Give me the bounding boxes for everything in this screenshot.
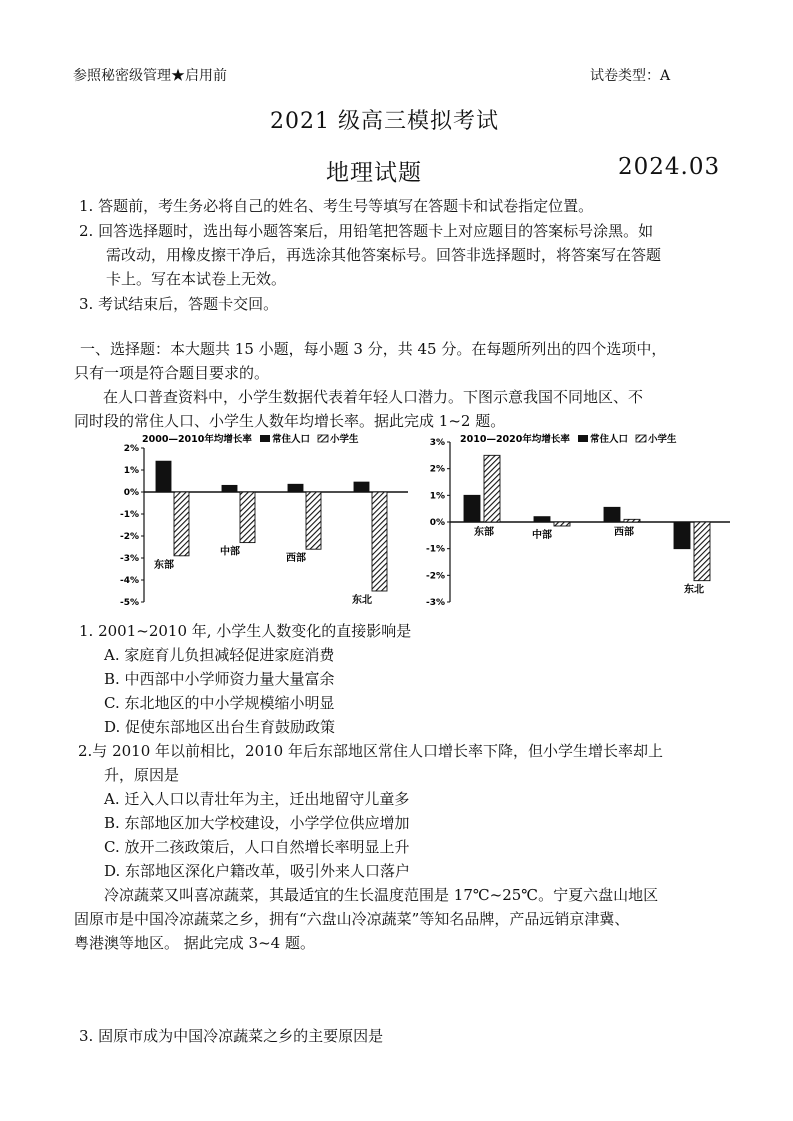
- chart-2-bar-population: [604, 507, 620, 522]
- chart-1-bar-population: [354, 482, 369, 492]
- chart-1-ytick-label: 1%: [123, 466, 139, 476]
- q2-option-c: C. 放开二孩政策后，人口自然增长率明显上升: [104, 838, 410, 856]
- chart-2010-2020: [420, 428, 732, 610]
- chart-1-category-label: 西部: [286, 553, 306, 565]
- chart-2-bar-pupils: [554, 522, 570, 526]
- chart-1-category-label: 中部: [220, 546, 240, 558]
- chart-1-category-label: 东部: [154, 559, 174, 571]
- chart-2-legend-swatch-2: [636, 435, 646, 442]
- instruction-3: 3. 考试结束后，答题卡交回。: [79, 295, 279, 313]
- chart-2-legend-2: 小学生: [648, 434, 677, 445]
- chart-2-bar-population: [464, 495, 480, 522]
- chart-2-plot: [426, 438, 730, 608]
- q2-option-a: A. 迁入人口以青壮年为主，迁出地留守儿童多: [104, 790, 410, 808]
- chart-2-bar-population: [674, 522, 690, 549]
- q3-stem: 3. 固原市成为中国冷凉蔬菜之乡的主要原因是: [79, 1027, 384, 1045]
- chart-1-ytick-label: -3%: [119, 554, 139, 564]
- chart-2-category-label: 西部: [614, 527, 634, 538]
- instruction-2-cont: 需改动，用橡皮擦干净后，再选涂其他答案标号。回答非选择题时，将答案写在答题: [106, 246, 662, 264]
- confidentiality-label: 参照秘密级管理★启用前: [73, 68, 227, 84]
- chart-1-bar-population: [222, 485, 237, 492]
- chart-2-ytick-label: -2%: [425, 571, 445, 582]
- chart-1-ytick-label: -5%: [119, 598, 139, 608]
- chart-1-legend-2: 小学生: [330, 434, 359, 445]
- passage-2-line-1: 冷凉蔬菜又叫喜凉蔬菜，其最适宜的生长温度范围是 17℃~25℃。宁夏六盘山地区: [104, 886, 659, 904]
- chart-1-bar-pupils: [174, 492, 189, 556]
- chart-2-title: 2010—2020年均增长率: [460, 434, 570, 445]
- chart-2-legend-1: 常住人口: [590, 434, 629, 445]
- chart-2-bar-pupils: [694, 522, 710, 581]
- chart-1-legend-1: 常住人口: [272, 434, 311, 445]
- q2-option-d: D. 东部地区深化户籍改革，吸引外来人口落户: [104, 862, 411, 880]
- q2-stem: 2.与 2010 年以前相比，2010 年后东部地区常住人口增长率下降，但小学生增长率却上: [78, 742, 663, 760]
- chart-1-bar-pupils: [372, 492, 387, 591]
- chart-1-legend-swatch-2: [318, 435, 328, 442]
- chart-1-ytick-label: -4%: [119, 576, 139, 586]
- exam-title: 2021 级高三模拟考试: [270, 109, 499, 134]
- instruction-2-cont2: 卡上。写在本试卷上无效。: [106, 270, 287, 288]
- exam-date: 2024.03: [618, 154, 721, 180]
- passage-1-line-1: 在人口普查资料中，小学生数据代表着年轻人口潜力。下图示意我国不同地区、不: [103, 388, 644, 406]
- chart-2000-2010: [108, 428, 418, 610]
- passage-1-line-2: 同时段的常住人口、小学生人数年均增长率。据此完成 1~2 题。: [74, 412, 506, 430]
- chart-2-category-label: 东北: [684, 584, 704, 596]
- chart-2-ytick-label: -3%: [425, 598, 445, 608]
- q1-option-c: C. 东北地区的中小学规模缩小明显: [104, 694, 335, 712]
- section-heading-cont: 只有一项是符合题目要求的。: [74, 364, 270, 382]
- chart-1-bar-population: [156, 461, 171, 492]
- subject-title: 地理试题: [326, 160, 422, 186]
- instruction-2: 2. 回答选择题时，选出每小题答案后，用铅笔把答题卡上对应题目的答案标号涂黑。如: [79, 222, 654, 240]
- q1-option-b: B. 中西部中小学师资力量大量富余: [104, 670, 335, 688]
- q1-option-d: D. 促使东部地区出台生育鼓励政策: [104, 718, 336, 736]
- chart-1-bar-pupils: [240, 492, 255, 543]
- chart-2-category-label: 东部: [474, 527, 494, 538]
- chart-2-legend-swatch-1: [578, 435, 588, 442]
- chart-1-ytick-label: -1%: [119, 510, 139, 520]
- q2-option-b: B. 东部地区加大学校建设，小学学位供应增加: [104, 814, 410, 832]
- chart-2-bar-population: [534, 517, 550, 522]
- instruction-1: 1. 答题前，考生务必将自己的姓名、考生号等填写在答题卡和试卷指定位置。: [79, 197, 594, 215]
- chart-1-ytick-label: 0%: [123, 488, 139, 498]
- paper-type-label: 试卷类型：A: [590, 68, 671, 84]
- chart-1-category-label: 东北: [352, 595, 372, 606]
- chart-1-bar-population: [288, 484, 303, 492]
- q1-stem: 1. 2001~2010 年, 小学生人数变化的直接影响是: [79, 622, 412, 640]
- chart-2-ytick-label: 0%: [429, 518, 445, 528]
- q2-stem-cont: 升，原因是: [104, 766, 180, 784]
- chart-2-bar-pupils: [484, 455, 500, 522]
- chart-1-title: 2000—2010年均增长率: [142, 434, 252, 445]
- passage-2-line-2: 固原市是中国冷凉蔬菜之乡，拥有“六盘山冷凉蔬菜”等知名品牌，产品远销京津冀、: [74, 910, 630, 928]
- chart-2-bar-pupils: [624, 519, 640, 522]
- chart-2-ytick-label: 2%: [429, 464, 445, 475]
- chart-1-bar-pupils: [306, 492, 321, 549]
- chart-1-plot: [120, 444, 408, 608]
- section-heading: 一、选择题：本大题共 15 小题，每小题 3 分，共 45 分。在每题所列出的四个选项中，: [80, 340, 667, 358]
- chart-1-legend-swatch-1: [260, 435, 270, 442]
- chart-2-category-label: 中部: [532, 530, 552, 541]
- passage-2-line-3: 粤港澳等地区。 据此完成 3~4 题。: [74, 934, 315, 952]
- chart-1-ytick-label: 2%: [123, 444, 139, 454]
- chart-1-ytick-label: -2%: [119, 532, 139, 542]
- chart-2-ytick-label: -1%: [425, 544, 445, 555]
- q1-option-a: A. 家庭育儿负担减轻促进家庭消费: [104, 646, 335, 664]
- chart-2-ytick-label: 3%: [429, 438, 445, 448]
- chart-2-ytick-label: 1%: [429, 491, 445, 502]
